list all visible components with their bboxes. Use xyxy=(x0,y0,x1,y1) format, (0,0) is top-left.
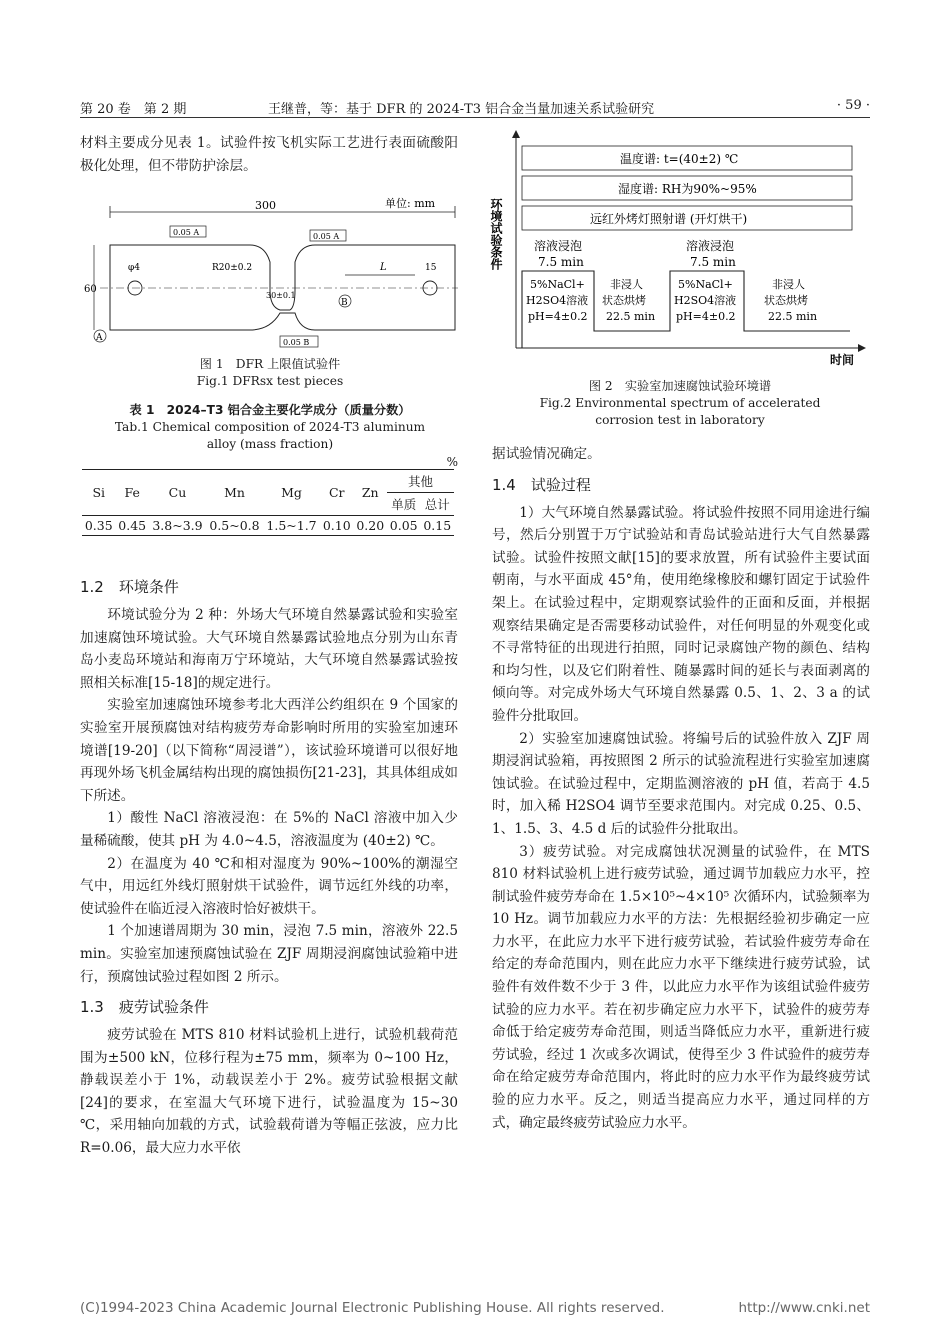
section-1-2-title: 1.2 环境条件 xyxy=(80,578,179,596)
dim-15-label: 15 xyxy=(425,263,437,273)
s14-paragraph-2: 2）实验室加速腐蚀试验。将编号后的试验件放入 ZJF 周期浸润试验箱，再按照图 2 所示的试验流程进行实验室加速腐蚀试验。在试验过程中，定期监测溶液的 pH 值，若高于 4.5 时，加入稀 H2SO4 调节至要求范围内。对完成 0.25、0.5、1、1.5、3、4.5 d 后的试验件分批取出。 xyxy=(492,730,870,837)
soak1-time: 7.5 min xyxy=(538,255,584,269)
s14-paragraph-3: 3）疲劳试验。对完成腐蚀状况测量的试验件，在 MTS 810 材料试验机上进行疲劳试验，通过调节加载应力水平，控制试验件疲劳寿命在 1.5×10⁵~4×10⁵ 次循环内，试验频率为 10 Hz。调节加载应力水平的方法：先根据经验初步确定一应力水平，在此应力水平下进行疲劳试验，若试验件疲劳寿命在给定的寿命范围内，则在此应力水平下继续进行疲劳试验，试验件有效件数不少于 3 件，以此应力水平作为该组试验件疲劳试验的应力水平。若在初步确定应力水平下，试验件的疲劳寿命低于给定疲劳寿命范围，则适当降低应力水平，重新进行疲劳试验，经过 1 次或多次调试，使得至少 3 件试验件的疲劳寿命在给定疲劳寿命范围内，将此时的应力水平作为最终疲劳试验的应力水平。反之，则适当提高应力水平，通过同样的方式，确定最终疲劳试验应力水平。 xyxy=(492,843,870,1131)
dim-60-label: 60 xyxy=(84,284,97,295)
val-total: 0.15 xyxy=(423,518,452,533)
specimen-drawing xyxy=(80,190,460,350)
val-mg: 1.5~1.7 xyxy=(266,518,317,533)
soak2-time: 7.5 min xyxy=(690,255,736,269)
left-column xyxy=(80,132,458,177)
env-spectrum-diagram xyxy=(490,128,870,368)
fig1-caption-en: Fig.1 DFRsx test pieces xyxy=(196,374,344,388)
s13-paragraph-1: 疲劳试验在 MTS 810 材料试验机上进行，试验机载荷范围为±500 kN，位移行程为±75 mm，频率为 0~100 Hz，静载误差小于 1%，动载误差小于 2%。疲劳试验根据文献[24]的要求，在室温大气环境下进行，试验温度为 15~30 ℃，采用轴向加载的方式，试验载荷谱为等幅正弦波，应力比 R=0.06，最大应力水平依 xyxy=(80,1027,458,1157)
section-1-4-title: 1.4 试验过程 xyxy=(492,475,591,494)
band-humidity-label: 湿度谱: RH为90%~95% xyxy=(618,182,757,196)
dim-300-label: 300 xyxy=(255,199,276,212)
val-cu: 3.8~3.9 xyxy=(152,518,203,533)
l-label: L xyxy=(380,262,387,273)
th-zn: Zn xyxy=(361,485,379,500)
table1-caption-cn: 表 1 2024–T3 铝合金主要化学成分（质量分数） xyxy=(129,403,411,417)
left-column-body xyxy=(80,568,458,1160)
th-mg: Mg xyxy=(281,485,302,500)
header-title: 王继普，等：基于 DFR 的 2024-T3 铝合金当量加速关系试验研究 xyxy=(268,102,655,117)
th-single: 单质 xyxy=(391,497,417,512)
dry1-line2: 状态烘烤 xyxy=(602,294,646,307)
val-mn: 0.5~0.8 xyxy=(209,518,260,533)
table-row xyxy=(82,516,454,536)
s12-paragraph-1: 环境试验分为 2 种：外场大气环境自然暴露试验和实验室加速腐蚀环境试验。大气环境自然暴露试验地点分别为山东青岛小麦岛环境站和海南万宁环境站，大气环境自然暴露试验按照相关标准[15-18]的规定进行。 xyxy=(80,607,458,691)
phi-label: φ4 xyxy=(128,263,141,273)
dry1-line3: 22.5 min xyxy=(606,310,656,323)
figure-2 xyxy=(490,128,870,438)
sol2-line3: pH=4±0.2 xyxy=(676,310,736,323)
fig2-caption-en: Fig.2 Environmental spectrum of accelerated corrosion test in laboratory xyxy=(539,396,821,427)
val-si: 0.35 xyxy=(84,518,113,533)
sol1-line1: 5%NaCl+ xyxy=(530,278,585,291)
width-label: 30±0.1 xyxy=(266,291,296,300)
val-single: 0.05 xyxy=(389,518,418,533)
soak2-label: 溶液浸泡 xyxy=(686,239,735,253)
datum-b: B xyxy=(341,298,348,308)
th-mn: Mn xyxy=(224,485,245,500)
table1-caption-en: Tab.1 Chemical composition of 2024-T3 aluminum alloy (mass fraction) xyxy=(114,420,426,451)
intro-paragraph: 材料主要成分见表 1。试验件按飞机实际工艺进行表面硫酸阳极化处理，但不带防护涂层。 xyxy=(80,135,458,174)
copyright-footer: (C)1994-2023 China Academic Journal Electronic Publishing House. All rights reserved. xyxy=(80,1300,665,1316)
table-1-block xyxy=(82,402,458,536)
sol2-line2: H2SO4溶液 xyxy=(674,294,737,307)
val-cr: 0.10 xyxy=(322,518,351,533)
figure-1 xyxy=(80,190,460,388)
cnki-link[interactable]: http://www.cnki.net xyxy=(738,1300,870,1316)
fig1-caption-cn: 图 1 DFR 上限值试验件 xyxy=(199,357,341,371)
x-axis-arrow xyxy=(858,344,866,352)
dry2-line2: 状态烘烤 xyxy=(764,294,808,307)
val-zn: 0.20 xyxy=(356,518,385,533)
s14-paragraph-1: 1）大气环境自然暴露试验。将试验件按照不同用途进行编号，然后分别置于万宁试验站和青岛试验站进行大气自然暴露试验。试验件按照文献[15]的要求放置，所有试验件主要试面朝南，与水平面成 45°角，使用绝缘橡胶和螺钉固定于试验件架上。在试验过程中，定期观察试验件的正面和反面，并根据观察结果确定是否需要移动试验件，对任何明显的外观变化或不寻常特征的出现进行拍照，同时记录腐蚀产物的颜色、结构和均匀性，以及它们附着性、随暴露时间的延长与表面剥离的倾向等。对完成外场大气环境自然暴露 0.5、1、2、3 a 的试验件分批取回。 xyxy=(492,504,870,724)
s12-paragraph-5: 1 个加速谱周期为 30 min，浸泡 7.5 min，溶液外 22.5 min。实验室加速预腐蚀试验在 ZJF 周期浸润腐蚀试验箱中进行，预腐蚀试验过程如图 2 所示。 xyxy=(80,923,458,985)
tol-3: 0.05 B xyxy=(283,338,310,347)
fig2-caption-cn: 图 2 实验室加速腐蚀试验环境谱 xyxy=(588,379,772,393)
band-infrared-label: 远红外烤灯照射谱 (开灯烘干) xyxy=(590,212,748,226)
dry1-line1: 非浸人 xyxy=(610,278,643,291)
right-column-body xyxy=(492,443,870,1134)
sol1-line2: H2SO4溶液 xyxy=(526,294,589,307)
composition-table xyxy=(82,469,454,536)
th-fe: Fe xyxy=(124,485,140,500)
soak1-label: 溶液浸泡 xyxy=(534,239,583,253)
dry2-line3: 22.5 min xyxy=(768,310,818,323)
s12-paragraph-2: 实验室加速腐蚀环境参考北大西洋公约组织在 9 个国家的实验室开展预腐蚀对结构疲劳寿命影响时所用的实验室加速环境谱[19-20]（以下简称“周浸谱”），该试验环境谱可以很好地再现外场飞机金属结构出现的腐蚀损伤[21-23]，其具体组成如下所述。 xyxy=(80,697,458,804)
s12-paragraph-4: 2）在温度为 40 ℃和相对湿度为 90%~100%的潮湿空气中，用远红外线灯照射烘干试验件，调节远红外线的功率，使试验件在临近浸入溶液时恰好被烘干。 xyxy=(80,855,458,917)
sol1-line3: pH=4±0.2 xyxy=(528,310,588,323)
s12-paragraph-3: 1）酸性 NaCl 溶液浸泡：在 5%的 NaCl 溶液中加入少量稀硫酸，使其 pH 为 4.0~4.5，溶液温度为 (40±2) ℃。 xyxy=(80,810,458,849)
th-other: 其他 xyxy=(387,470,454,493)
header-page-number: · 59 · xyxy=(836,98,870,113)
tol-2: 0.05 A xyxy=(313,232,340,241)
sol2-line1: 5%NaCl+ xyxy=(678,278,733,291)
table1-unit: % xyxy=(446,455,458,469)
radius-label: R20±0.2 xyxy=(212,263,253,273)
continuation-text: 据试验情况确定。 xyxy=(492,446,601,462)
x-axis-label: 时间 xyxy=(830,353,855,367)
y-axis-arrow xyxy=(512,130,520,138)
y-axis-label: 环境试验条件 xyxy=(490,198,503,270)
th-cu: Cu xyxy=(168,485,187,500)
th-total: 总计 xyxy=(424,497,450,512)
specimen-outline xyxy=(110,245,455,330)
tol-1: 0.05 A xyxy=(173,228,200,237)
band-temperature-label: 温度谱: t=(40±2) ℃ xyxy=(620,152,739,166)
th-si: Si xyxy=(92,485,106,500)
fig1-unit: 单位: mm xyxy=(385,197,436,210)
val-fe: 0.45 xyxy=(118,518,147,533)
header-rule xyxy=(80,117,870,118)
header-volume: 第 20 卷 第 2 期 xyxy=(80,102,187,117)
section-1-3-title: 1.3 疲劳试验条件 xyxy=(80,998,209,1017)
th-cr: Cr xyxy=(328,485,345,500)
datum-a: A xyxy=(96,333,103,343)
dry2-line1: 非浸人 xyxy=(772,278,805,291)
